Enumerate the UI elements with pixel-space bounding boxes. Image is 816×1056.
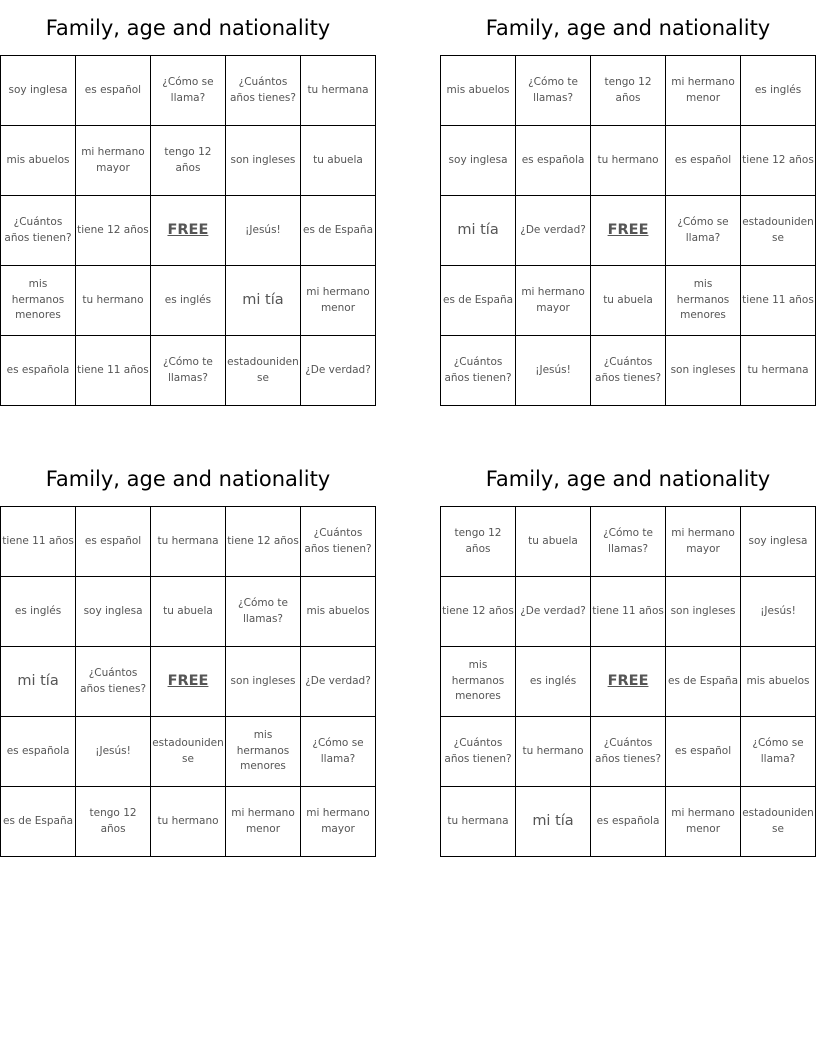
bingo-cell: ¿De verdad? [516, 196, 591, 266]
bingo-cell: ¡Jesús! [225, 196, 300, 266]
bingo-cell: mi hermano mayor [301, 787, 376, 857]
bingo-cell: ¿Cómo te llamas? [516, 56, 591, 126]
bingo-cell: mi tía [1, 647, 76, 717]
bingo-cell: estadounidense [741, 787, 816, 857]
bingo-cell: es español [75, 56, 150, 126]
bingo-cell: ¿Cuántos años tienes? [591, 336, 666, 406]
bingo-cell: ¿De verdad? [515, 577, 590, 647]
grid-row [441, 787, 816, 857]
bingo-cell: mi hermano menor [301, 266, 376, 336]
bingo-cell: tiene 12 años [75, 196, 150, 266]
bingo-cell: mis abuelos [441, 56, 516, 126]
bingo-cell: estadounidense [741, 196, 816, 266]
bingo-cell: tu abuela [301, 126, 376, 196]
bingo-cell: tiene 12 años [226, 507, 301, 577]
grid-row [441, 647, 816, 717]
bingo-cell: mis hermanos menores [1, 266, 76, 336]
bingo-cell: mi tía [225, 266, 300, 336]
bingo-grid [0, 506, 376, 857]
bingo-cell: mi hermano mayor [666, 507, 741, 577]
bingo-cell: mis hermanos menores [666, 266, 741, 336]
bingo-cell: mi hermano mayor [516, 266, 591, 336]
grid-row [1, 126, 376, 196]
grid-row [441, 56, 816, 126]
bingo-cell: tiene 11 años [591, 577, 666, 647]
bingo-cell: tu hermano [75, 266, 150, 336]
grid-row [441, 577, 816, 647]
bingo-cell: ¿Cuántos años tienen? [441, 717, 516, 787]
bingo-cell: tu hermana [301, 56, 376, 126]
bingo-cell: ¡Jesús! [76, 717, 151, 787]
bingo-cell: soy inglesa [741, 507, 816, 577]
bingo-cell: ¿Cómo se llama? [301, 717, 376, 787]
bingo-cell: tu hermana [741, 336, 816, 406]
bingo-cell: tiene 12 años [741, 126, 816, 196]
bingo-cell: tiene 11 años [741, 266, 816, 336]
bingo-grid [440, 55, 816, 406]
bingo-cell: mi hermano mayor [75, 126, 150, 196]
bingo-cell: ¿Cómo se llama? [741, 717, 816, 787]
bingo-cell: ¿Cuántos años tienes? [591, 717, 666, 787]
bingo-cell: es inglés [1, 577, 76, 647]
bingo-cell: es de España [1, 787, 76, 857]
bingo-cell: es español [76, 507, 151, 577]
bingo-cell: tu hermana [441, 787, 516, 857]
bingo-cell: ¿Cuántos años tienen? [301, 507, 376, 577]
bingo-cell: es española [1, 336, 76, 406]
bingo-cell: son ingleses [666, 577, 741, 647]
bingo-cell: soy inglesa [441, 126, 516, 196]
bingo-cell: son ingleses [226, 647, 301, 717]
bingo-cell: ¿Cuántos años tienes? [76, 647, 151, 717]
bingo-cell: son ingleses [666, 336, 741, 406]
grid-row [1, 507, 376, 577]
bingo-cell: ¿De verdad? [301, 336, 376, 406]
card-title: Family, age and nationality [45, 16, 331, 40]
bingo-cell: es de España [441, 266, 516, 336]
bingo-cell: es español [666, 126, 741, 196]
grid-row [441, 126, 816, 196]
grid-row [441, 266, 816, 336]
free-cell: FREE [591, 647, 666, 717]
bingo-cell: es de España [301, 196, 376, 266]
bingo-cell: ¿Cómo te llamas? [591, 507, 666, 577]
bingo-cell: mis abuelos [301, 577, 376, 647]
bingo-cell: mi tía [515, 787, 590, 857]
bingo-cell: mis hermanos menores [441, 647, 516, 717]
bingo-cell: soy inglesa [76, 577, 151, 647]
card-title: Family, age and nationality [485, 467, 771, 491]
bingo-cell: tu hermana [151, 507, 226, 577]
bingo-cell: tu hermano [515, 717, 590, 787]
bingo-cell: tiene 11 años [1, 507, 76, 577]
bingo-cell: mis hermanos menores [226, 717, 301, 787]
bingo-cell: ¡Jesús! [516, 336, 591, 406]
grid-row [441, 717, 816, 787]
bingo-cell: ¡Jesús! [741, 577, 816, 647]
bingo-cell: tu hermano [151, 787, 226, 857]
free-cell: FREE [151, 647, 226, 717]
bingo-cell: ¿Cómo te llamas? [226, 577, 301, 647]
grid-row [441, 336, 816, 406]
bingo-cell: tu abuela [151, 577, 226, 647]
card-title: Family, age and nationality [45, 467, 331, 491]
free-cell: FREE [591, 196, 666, 266]
grid-row [441, 507, 816, 577]
bingo-cell: es española [516, 126, 591, 196]
bingo-cell: mis abuelos [741, 647, 816, 717]
bingo-cell: mi tía [441, 196, 516, 266]
bingo-cell: ¿Cómo te llamas? [150, 336, 225, 406]
bingo-cell: es de España [666, 647, 741, 717]
bingo-cell: es inglés [515, 647, 590, 717]
bingo-cell: tengo 12 años [441, 507, 516, 577]
bingo-cell: tiene 11 años [75, 336, 150, 406]
bingo-cell: estadounidense [151, 717, 226, 787]
bingo-cell: ¿De verdad? [301, 647, 376, 717]
bingo-cell: ¿Cómo se llama? [666, 196, 741, 266]
grid-row [1, 266, 376, 336]
bingo-cell: ¿Cuántos años tienen? [441, 336, 516, 406]
bingo-cell: tengo 12 años [150, 126, 225, 196]
grid-row [1, 647, 376, 717]
card-title: Family, age and nationality [485, 16, 771, 40]
bingo-cell: estadounidense [225, 336, 300, 406]
bingo-cell: es española [1, 717, 76, 787]
bingo-grid [440, 506, 816, 857]
bingo-cell: tiene 12 años [441, 577, 516, 647]
bingo-cell: ¿Cómo se llama? [150, 56, 225, 126]
bingo-cell: ¿Cuántos años tienen? [1, 196, 76, 266]
bingo-cell: tu abuela [591, 266, 666, 336]
bingo-cell: mi hermano menor [226, 787, 301, 857]
bingo-cell: soy inglesa [1, 56, 76, 126]
grid-row [1, 787, 376, 857]
bingo-grid [0, 55, 376, 406]
bingo-cell: son ingleses [225, 126, 300, 196]
bingo-cell: mi hermano menor [666, 787, 741, 857]
bingo-cell: tengo 12 años [76, 787, 151, 857]
free-cell: FREE [150, 196, 225, 266]
bingo-cell: ¿Cuántos años tienes? [225, 56, 300, 126]
bingo-cell: tengo 12 años [591, 56, 666, 126]
grid-row [1, 577, 376, 647]
bingo-cell: es español [666, 717, 741, 787]
grid-row [441, 196, 816, 266]
bingo-cell: tu hermano [591, 126, 666, 196]
bingo-cell: mi hermano menor [666, 56, 741, 126]
bingo-cell: es inglés [150, 266, 225, 336]
bingo-cell: mis abuelos [1, 126, 76, 196]
grid-row [1, 196, 376, 266]
grid-row [1, 56, 376, 126]
grid-row [1, 717, 376, 787]
grid-row [1, 336, 376, 406]
bingo-cell: es inglés [741, 56, 816, 126]
bingo-cell: es española [591, 787, 666, 857]
bingo-cell: tu abuela [515, 507, 590, 577]
